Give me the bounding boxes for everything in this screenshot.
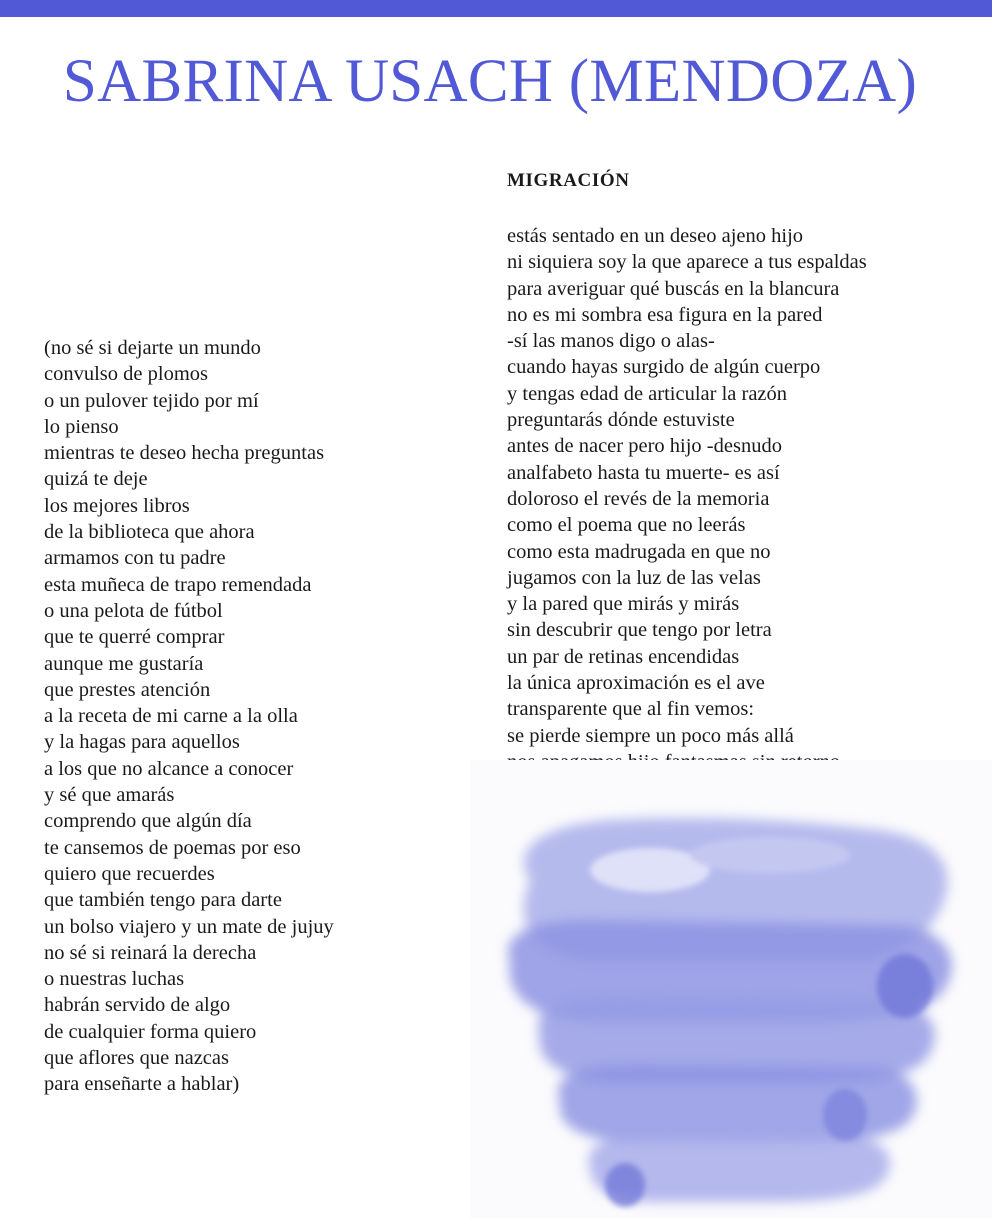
poem-line: ni siquiera soy la que aparece a tus espaldas bbox=[507, 251, 867, 274]
poem-line: a los que no alcance a conocer bbox=[44, 757, 294, 780]
poem-line: antes de nacer pero hijo -desnudo bbox=[507, 435, 782, 458]
poem-line: como el poema que no leerás bbox=[507, 514, 746, 537]
poem-line: que aflores que nazcas bbox=[44, 1047, 229, 1070]
poem-left bbox=[44, 335, 334, 1098]
poem-line: y la pared que mirás y mirás bbox=[507, 593, 740, 616]
poem-line: un par de retinas encendidas bbox=[507, 645, 740, 668]
poem-line: se pierde siempre un poco más allá bbox=[507, 724, 794, 747]
watercolor-blob-icon bbox=[470, 760, 992, 1218]
poem-line: convulso de plomos bbox=[44, 363, 208, 386]
poem-line: de cualquier forma quiero bbox=[44, 1020, 257, 1043]
poem-line: los mejores libros bbox=[44, 494, 190, 517]
poem-line: aunque me gustaría bbox=[44, 652, 204, 675]
poem-line: comprendo que algún día bbox=[44, 810, 252, 833]
poem-line: y tengas edad de articular la razón bbox=[507, 382, 788, 405]
poem-line: estás sentado en un deseo ajeno hijo bbox=[507, 225, 804, 247]
poem-line: a la receta de mi carne a la olla bbox=[44, 705, 298, 728]
poem-line: (no sé si dejarte un mundo bbox=[44, 337, 261, 359]
poem-line: sin descubrir que tengo por letra bbox=[507, 619, 772, 642]
poem-line: transparente que al fin vemos: bbox=[507, 698, 755, 721]
poem-line: esta muñeca de trapo remendada bbox=[44, 573, 312, 596]
poem-line: doloroso el revés de la memoria bbox=[507, 487, 770, 510]
poem-line: o una pelota de fútbol bbox=[44, 599, 223, 622]
poem-line: o nuestras luchas bbox=[44, 968, 185, 991]
poem-line: y sé que amarás bbox=[44, 784, 175, 807]
poem-line: para enseñarte a hablar) bbox=[44, 1073, 240, 1096]
poem-line: la única aproximación es el ave bbox=[507, 672, 765, 695]
poem-line: mientras te deseo hecha preguntas bbox=[44, 442, 325, 465]
poem-line: para averiguar qué buscás en la blancura bbox=[507, 277, 840, 300]
poem-title: MIGRACIÓN bbox=[507, 170, 630, 191]
poem-line: que prestes atención bbox=[44, 678, 211, 701]
poem-line: un bolso viajero y un mate de jujuy bbox=[44, 915, 334, 938]
poem-line: jugamos con la luz de las velas bbox=[507, 566, 761, 589]
poem-line: armamos con tu padre bbox=[44, 547, 226, 570]
poem-line: que te querré comprar bbox=[44, 626, 225, 649]
poem-line: quiero que recuerdes bbox=[44, 862, 215, 885]
poem-line: que también tengo para darte bbox=[44, 889, 282, 912]
poem-line: y la hagas para aquellos bbox=[44, 731, 240, 754]
poem-line: analfabeto hasta tu muerte- es así bbox=[507, 461, 780, 484]
page-title: SABRINA USACH (MENDOZA) bbox=[62, 48, 918, 115]
poem-line: te cansemos de poemas por eso bbox=[44, 836, 301, 859]
top-accent-bar bbox=[0, 0, 992, 17]
poem-line: de la biblioteca que ahora bbox=[44, 521, 255, 544]
poem-line: como esta madrugada en que no bbox=[507, 540, 771, 563]
poem-line: cuando hayas surgido de algún cuerpo bbox=[507, 356, 821, 379]
poem-line: -sí las manos digo o alas- bbox=[507, 330, 715, 353]
poem-line: no es mi sombra esa figura en la pared bbox=[507, 303, 823, 326]
poem-right bbox=[507, 223, 867, 775]
poem-line: preguntarás dónde estuviste bbox=[507, 409, 735, 432]
poem-line: o un pulover tejido por mí bbox=[44, 389, 259, 412]
poem-line: habrán servido de algo bbox=[44, 994, 231, 1017]
poem-line: no sé si reinará la derecha bbox=[44, 941, 257, 964]
poem-line: quizá te deje bbox=[44, 468, 148, 491]
poem-line: lo pienso bbox=[44, 415, 119, 438]
